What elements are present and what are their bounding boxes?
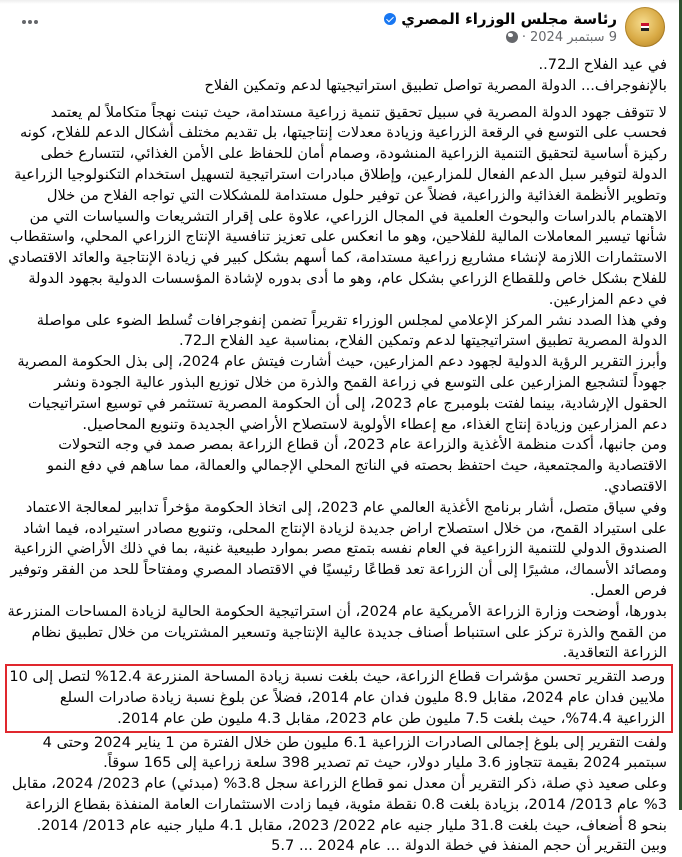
egypt-emblem-icon bbox=[638, 20, 652, 34]
dot-icon bbox=[28, 20, 32, 24]
page-name[interactable]: رئاسة مجلس الوزراء المصري bbox=[401, 9, 617, 28]
post-date[interactable]: 9 سبتمبر 2024 bbox=[530, 29, 617, 45]
paragraph: لا تتوقف جهود الدولة المصرية في سبيل تحقيق تنمية زراعية مستدامة، حيث تبنت نهجاً متكاملاً لم يعتمد فحسب على التوسع في الرقعة الزراعية وزيادة معدلات إنتاجيتها، بل تقديم مختلف أشكال الدعم للفلاح، كونه ركيزة أساسية لتحقيق التنمية الزراعية المنشودة، وصمام أمان للحفاظ على الأمن الغذائي، لتتسارع خطى الدولة لتوفير سبل الدعم الفعال للمزارعين، وإطلاق مبادرات استراتيجية لتسهيل استخدام التكنولوجيا الزراعية وتطوير الأنظمة الغذائية والزراعية، فضلاً عن توفير حلول مستدامة للمشكلات التي تواجه الفلاح من خلال الاهتمام بالدراسات والبحوث العلمية في المجال الزراعي، علاوة على إقرار التشريعات والسياسات التي من شأنها تيسير المعاملات المالية للفلاحين، وهو ما انعكس على تعزيز تنافسية الإنتاج الزراعي المحلي، واستقطاب الاستثمارات اللازمة لإنشاء مشاريع زراعية مستدامة، كما أسهم بشكل كبير في زيادة الإنتاجية والعائد الاقتصادي للفلاح بشكل خاص وللقطاع الزراعي بشكل عام، وهو ما أدى بدوره لإشادة المؤسسات الدولية بجهود الدولة في دعم المزارعين. bbox=[8, 103, 667, 308]
dot-icon bbox=[34, 20, 38, 24]
paragraph: ولفت التقرير إلى بلوغ إجمالى الصادرات الزراعية 6.1 مليون طن خلال الفترة من 1 يناير 2024 وحتى 4 سبتمبر 2024 بقيمة تتجاوز 3.6 مليار دولار، حيث تم تصدير 398 سلعة زراعية إلى 165 سوقاً. bbox=[42, 733, 667, 772]
highlighted-statistics-box bbox=[5, 664, 673, 732]
paragraph: وعلى صعيد ذي صلة، ذكر التقرير أن معدل نمو قطاع الزراعة سجل 3.8% (مبدئي) عام 2023/ 2024، مقابل 3% عام 2013/ 2014، بزيادة بلغت 0.8 نقطة مئوية، فيما زادت الاستثمارات العامة المنفذة بقطاع الزراعة بنحو 8 أضعاف، حيث بلغت 31.8 مليار جنيه عام 2022/ 2023، مقابل 4.1 مليار جنيه عام 2013/ 2014. bbox=[11, 775, 667, 834]
paragraph: وفي هذا الصدد نشر المركز الإعلامي لمجلس الوزراء تقريراً تضمن إنفوجرافات تُسلط الضوء على مواصلة الدولة المصرية تطبيق استراتيجيتها لدعم وتمكين الفلاح، بمناسبة عيد الفلاح الـ72. bbox=[36, 311, 667, 350]
dot-icon bbox=[22, 20, 26, 24]
paragraph: ومن جانبها، أكدت منظمة الأغذية والزراعة عام 2023، أن قطاع الزراعة بمصر صمد في وجه التحولات الاقتصادية والمجتمعية، حيث احتفظ بحصته في الناتج المحلي الإجمالي والعمالة، مما ساهم في دفع النمو الاقتصادي. bbox=[47, 436, 667, 495]
post-body bbox=[7, 55, 667, 857]
verified-badge-icon bbox=[384, 13, 396, 25]
post-title-line-2: بالإنفوجراف... الدولة المصرية تواصل تطبيق استراتيجيتها لدعم وتمكين الفلاح bbox=[204, 76, 667, 94]
post-meta bbox=[384, 10, 617, 45]
globe-icon[interactable] bbox=[506, 31, 518, 43]
more-options-button[interactable] bbox=[22, 20, 38, 24]
paragraph: وأبرز التقرير الرؤية الدولية لجهود دعم المزارعين، حيث أشارت فيتش عام 2024، إلى بذل الحكومة المصرية جهوداً لتشجيع المزارعين على التوسع في زراعة القمح والذرة من خلال توزيع البذور عالية الجودة ونشر الحقول الإرشادية، بينما لفتت بلومبرج عام 2023، إلى أن الحكومة المصرية تستثمر في توسيع استراتيجيات دعم المزارعين وزيادة إنتاج الغذاء، مع إعطاء الأولوية لاستصلاح الأراضي الجديدة وتنويع المحاصيل. bbox=[17, 353, 667, 433]
paragraph-cut-off: وبين التقرير أن حجم المنفذ في خطة الدولة ... عام 2024 ... 5.7 bbox=[271, 837, 667, 855]
avatar[interactable] bbox=[625, 7, 665, 47]
highlighted-paragraph: ورصد التقرير تحسن مؤشرات قطاع الزراعة، حيث بلغت نسبة زيادة المساحة المنزرعة 12.4% لتصل إلى 10 ملايين فدان عام 2024، مقابل 8.9 مليون فدان عام 2014، فضلاً عن بلوغ نسبة زيادة صادرات السلع الزراعية 74.4%، حيث بلغت 7.5 مليون طن عام 2023، مقابل 4.3 مليون طن عام 2014. bbox=[9, 668, 665, 727]
post-header bbox=[384, 7, 665, 47]
paragraph: بدورها، أوضحت وزارة الزراعة الأمريكية عام 2024، أن استراتيجية الحكومة الحالية لزيادة المساحات المنزرعة من القمح والذرة تركز على استنباط أصناف جديدة عالية الإنتاجية وتسعير المشتريات من خلال تطبيق نظام الزراعة التعاقدية. bbox=[7, 602, 667, 662]
separator: · bbox=[521, 29, 526, 45]
paragraph: وفي سياق متصل، أشار برنامج الأغذية العالمي عام 2023، إلى اتخاذ الحكومة مؤخراً تدابير لمعالجة الاعتماد على استيراد القمح، من خلال استصلاح اراض جديدة لزيادة الإنتاج المحلى، وتنويع مصادر استيراده، فيما اشاد الصندوق الدولي للتنمية الزراعية في العام نفسه بتمتع مصر بموارد طبيعية غنية، بما في ذلك الأراضي الزراعية ومصائد الأسماك، مشيرًا إلى أن الزراعة تعد قطاعًا رئيسيًا في الاقتصاد المصري ومفتاحاً للحد من الفقر وتوفير فرص العمل. bbox=[10, 498, 667, 599]
post-title-line-1: في عيد الفلاح الـ72.. bbox=[538, 56, 667, 73]
